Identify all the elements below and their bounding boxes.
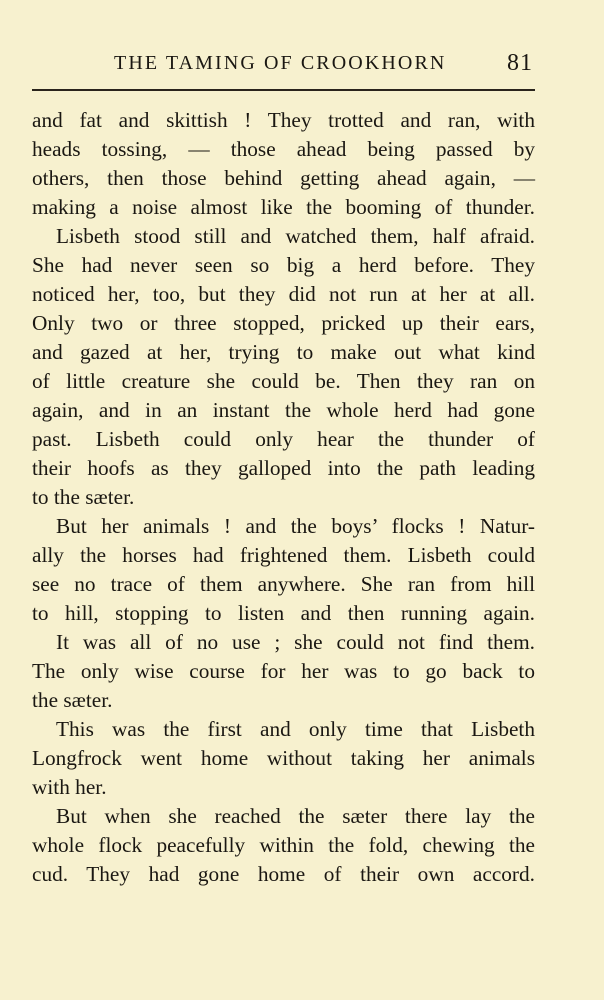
text-line: past. Lisbeth could only hear the thunder of xyxy=(32,427,535,451)
text-line: again, and in an instant the whole herd had gone xyxy=(32,398,535,422)
text-line: see no trace of them anywhere. She ran from hill xyxy=(32,572,535,596)
text-line: cud. They had gone home of their own accord. xyxy=(32,862,535,886)
paragraph xyxy=(32,512,535,628)
paragraph xyxy=(32,802,535,889)
text-line: But when she reached the sæter there lay the xyxy=(56,804,535,828)
page-number: 81 xyxy=(507,50,533,76)
text-line: others, then those behind getting ahead again, — xyxy=(32,166,535,190)
text-line: Longfrock went home without taking her animals xyxy=(32,746,535,770)
paragraph xyxy=(32,628,535,715)
paragraph xyxy=(32,106,535,222)
text-line: whole flock peacefully within the fold, chewing the xyxy=(32,833,535,857)
header-rule xyxy=(32,89,535,91)
text-line: This was the first and only time that Lisbeth xyxy=(56,717,535,741)
text-line: She had never seen so big a herd before. They xyxy=(32,253,535,277)
text-line: ally the horses had frightened them. Lisbeth could xyxy=(32,543,535,567)
text-line: to hill, stopping to listen and then running again. xyxy=(32,601,535,625)
text-line: heads tossing, — those ahead being passed by xyxy=(32,137,535,161)
text-line: their hoofs as they galloped into the path leading xyxy=(32,456,535,480)
text-line: Lisbeth stood still and watched them, half afraid. xyxy=(56,224,535,248)
text-line: and gazed at her, trying to make out what kind xyxy=(32,340,535,364)
chapter-title: THE TAMING OF CROOKHORN xyxy=(114,52,447,74)
text-line: the sæter. xyxy=(32,688,113,712)
text-line: It was all of no use ; she could not find them. xyxy=(56,630,535,654)
text-line: The only wise course for her was to go back to xyxy=(32,659,535,683)
text-line: of little creature she could be. Then they ran on xyxy=(32,369,535,393)
text-line: Only two or three stopped, pricked up their ears, xyxy=(32,311,535,335)
paragraph xyxy=(32,222,535,512)
paragraph xyxy=(32,715,535,802)
text-line: to the sæter. xyxy=(32,485,135,509)
page-body xyxy=(32,106,535,889)
text-line: noticed her, too, but they did not run at her at all. xyxy=(32,282,535,306)
text-line: and fat and skittish ! They trotted and ran, with xyxy=(32,108,535,132)
text-line: with her. xyxy=(32,775,107,799)
text-line: But her animals ! and the boys’ flocks ! Natur- xyxy=(56,514,535,538)
text-line: making a noise almost like the booming of thunder. xyxy=(32,195,535,219)
running-head xyxy=(32,50,535,80)
